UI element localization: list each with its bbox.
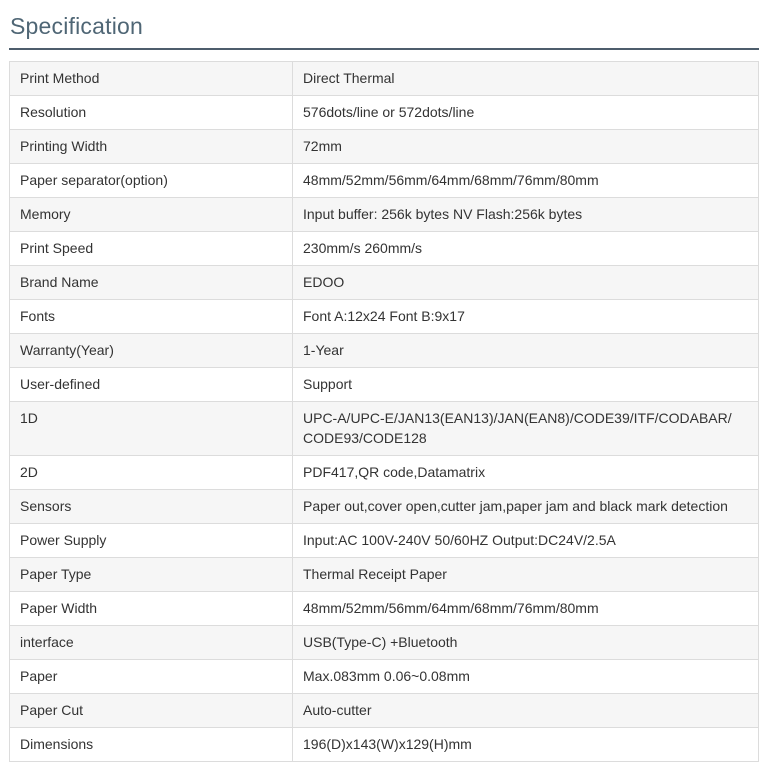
specification-table (9, 61, 759, 762)
spec-row (10, 62, 759, 96)
spec-label: User-defined (10, 368, 293, 402)
spec-value: 72mm (293, 130, 759, 164)
spec-row (10, 334, 759, 368)
spec-label: 1D (10, 402, 293, 456)
spec-row (10, 266, 759, 300)
spec-label: Memory (10, 198, 293, 232)
spec-row (10, 456, 759, 490)
spec-value: Support (293, 368, 759, 402)
spec-value: Input buffer: 256k bytes NV Flash:256k bytes (293, 198, 759, 232)
spec-row (10, 368, 759, 402)
spec-value: 230mm/s 260mm/s (293, 232, 759, 266)
spec-value: PDF417,QR code,Datamatrix (293, 456, 759, 490)
spec-row (10, 198, 759, 232)
spec-label: Dimensions (10, 728, 293, 762)
spec-label: Print Speed (10, 232, 293, 266)
spec-value: Direct Thermal (293, 62, 759, 96)
spec-label: Brand Name (10, 266, 293, 300)
spec-label: Print Method (10, 62, 293, 96)
spec-row (10, 96, 759, 130)
spec-value: USB(Type-C) +Bluetooth (293, 626, 759, 660)
spec-row (10, 524, 759, 558)
spec-label: Paper Width (10, 592, 293, 626)
spec-label: interface (10, 626, 293, 660)
spec-value: 1-Year (293, 334, 759, 368)
spec-value: EDOO (293, 266, 759, 300)
spec-value: Max.083mm 0.06~0.08mm (293, 660, 759, 694)
spec-value: 196(D)x143(W)x129(H)mm (293, 728, 759, 762)
spec-value: Thermal Receipt Paper (293, 558, 759, 592)
spec-label: Printing Width (10, 130, 293, 164)
spec-row (10, 592, 759, 626)
spec-value: Font A:12x24 Font B:9x17 (293, 300, 759, 334)
specification-table-body (10, 62, 759, 762)
spec-value: 48mm/52mm/56mm/64mm/68mm/76mm/80mm (293, 592, 759, 626)
spec-row (10, 558, 759, 592)
spec-label: Paper Type (10, 558, 293, 592)
spec-value: 48mm/52mm/56mm/64mm/68mm/76mm/80mm (293, 164, 759, 198)
spec-label: Resolution (10, 96, 293, 130)
section-title: Specification (10, 13, 144, 39)
spec-label: Paper (10, 660, 293, 694)
spec-label: Power Supply (10, 524, 293, 558)
spec-value: UPC-A/UPC-E/JAN13(EAN13)/JAN(EAN8)/CODE39/ITF/CODABAR/CODE93/CODE128 (293, 402, 759, 456)
spec-label: Fonts (10, 300, 293, 334)
spec-row (10, 660, 759, 694)
spec-row (10, 300, 759, 334)
spec-value: Paper out,cover open,cutter jam,paper jam and black mark detection (293, 490, 759, 524)
spec-row (10, 402, 759, 456)
spec-label: Paper Cut (10, 694, 293, 728)
spec-label: Paper separator(option) (10, 164, 293, 198)
title-divider (9, 48, 759, 50)
spec-row (10, 694, 759, 728)
spec-row (10, 232, 759, 266)
spec-row (10, 490, 759, 524)
spec-value: 576dots/line or 572dots/line (293, 96, 759, 130)
spec-row (10, 728, 759, 762)
spec-label: Sensors (10, 490, 293, 524)
spec-label: Warranty(Year) (10, 334, 293, 368)
spec-label: 2D (10, 456, 293, 490)
spec-row (10, 130, 759, 164)
spec-value: Input:AC 100V-240V 50/60HZ Output:DC24V/2.5A (293, 524, 759, 558)
spec-value: Auto-cutter (293, 694, 759, 728)
spec-row (10, 164, 759, 198)
spec-row (10, 626, 759, 660)
